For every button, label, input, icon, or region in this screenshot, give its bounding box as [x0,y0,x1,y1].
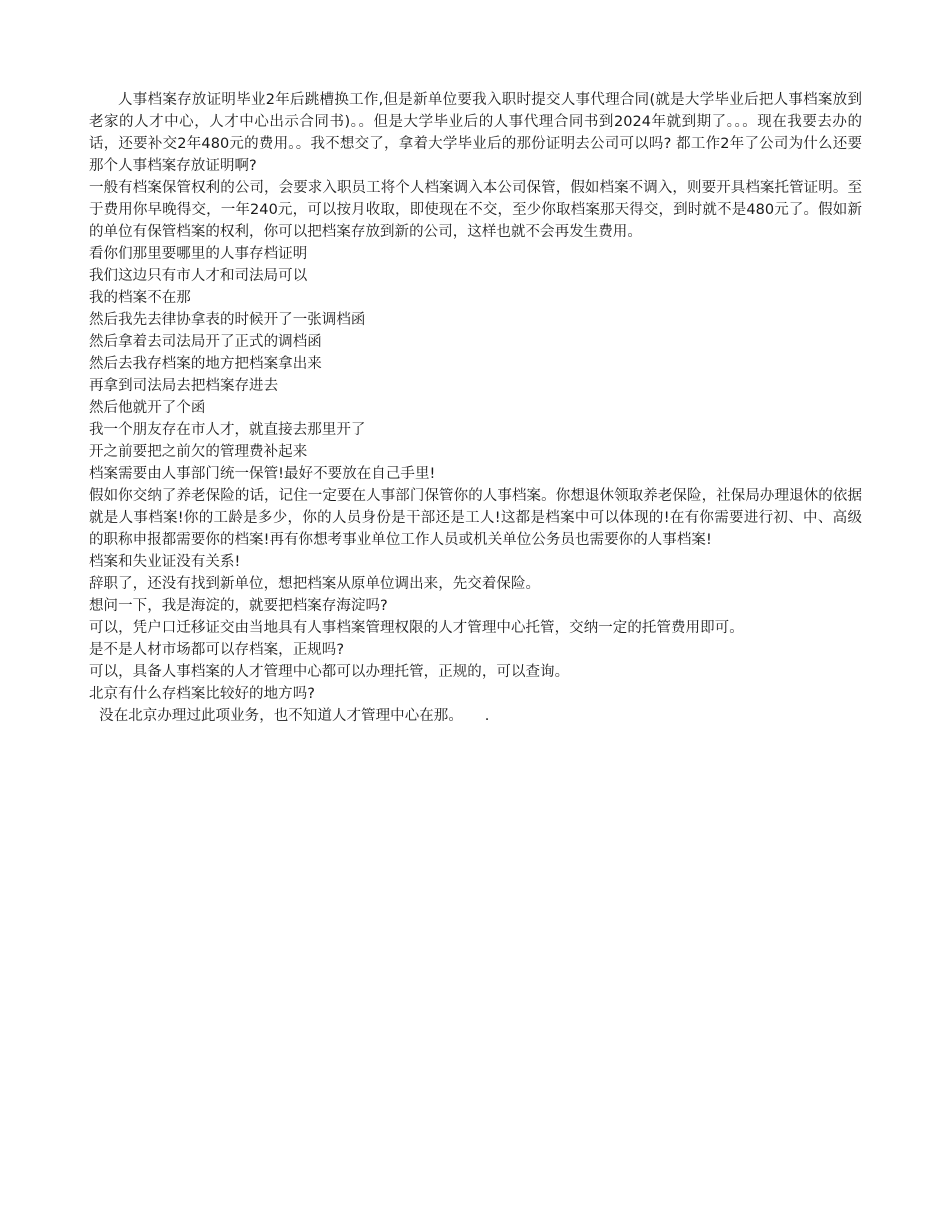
text-line: 看你们那里要哪里的人事存档证明 [89,246,308,262]
answer-paragraph: 一般有档案保管权利的公司，会要求入职员工将个人档案调入本公司保管，假如档案不调入，则要开具档案托管证明。至于费用你早晚得交，一年240元，可以按月收取，即使现在不交，至少你取档案那天得交，到时就不是480元了。假如新的单位有保管档案的权利，你可以把档案存放到新的公司，这样也就不会再发生费用。 [89,180,862,240]
document-body [89,89,862,727]
text-line: 然后他就开了个函 [89,400,206,416]
question-paragraph: 人事档案存放证明毕业2年后跳槽换工作,但是新单位要我入职时提交人事代理合同(就是大学毕业后把人事档案放到老家的人才中心，人才中心出示合同书)。。但是大学毕业后的人事代理合同书到2024年就到期了。。。现在我要去办的话，还要补交2年480元的费用。。我不想交了，拿着大学毕业后的那份证明去公司可以吗? 都工作2年了公司为什么还要那个人事档案存放证明啊? [89,92,862,174]
text-line: 北京有什么存档案比较好的地方吗? [89,686,315,702]
text-line: 然后拿着去司法局开了正式的调档函 [89,334,322,350]
text-line: 然后我先去律协拿表的时候开了一张调档函 [89,312,366,328]
text-line: 辞职了，还没有找到新单位，想把档案从原单位调出来，先交着保险。 [89,576,541,592]
text-line: 然后去我存档案的地方把档案拿出来 [89,356,322,372]
text-line: 可以，凭户口迁移证交由当地具有人事档案管理权限的人才管理中心托管，交纳一定的托管费用即可。 [89,620,744,636]
text-line: 可以，具备人事档案的人才管理中心都可以办理托管，正规的，可以查询。 [89,664,570,680]
text-line: 再拿到司法局去把档案存进去 [89,378,279,394]
text-line: 我们这边只有市人才和司法局可以 [89,268,308,284]
text-line: 我一个朋友存在市人才，就直接去那里开了 [89,422,366,438]
text-line: 是不是人材市场都可以存档案，正规吗? [89,642,345,658]
text-line: 开之前要把之前欠的管理费补起来 [89,444,308,460]
text-line: 没在北京办理过此项业务，也不知道人才管理中心在那。 . [99,708,490,724]
text-line: 档案和失业证没有关系! [89,554,241,570]
text-line: 档案需要由人事部门统一保管!最好不要放在自己手里! [89,466,436,482]
answer-paragraph: 假如你交纳了养老保险的话，记住一定要在人事部门保管你的人事档案。你想退休领取养老保险，社保局办理退休的依据就是人事档案!你的工龄是多少，你的人员身份是干部还是工人!这都是档案中可以体现的!在有你需要进行初、中、高级的职称申报都需要你的档案!再有你想考事业单位工作人员或机关单位公务员也需要你的人事档案! [89,488,862,548]
text-line: 我的档案不在那 [89,290,191,306]
text-line: 想问一下，我是海淀的，就要把档案存海淀吗? [89,598,388,614]
